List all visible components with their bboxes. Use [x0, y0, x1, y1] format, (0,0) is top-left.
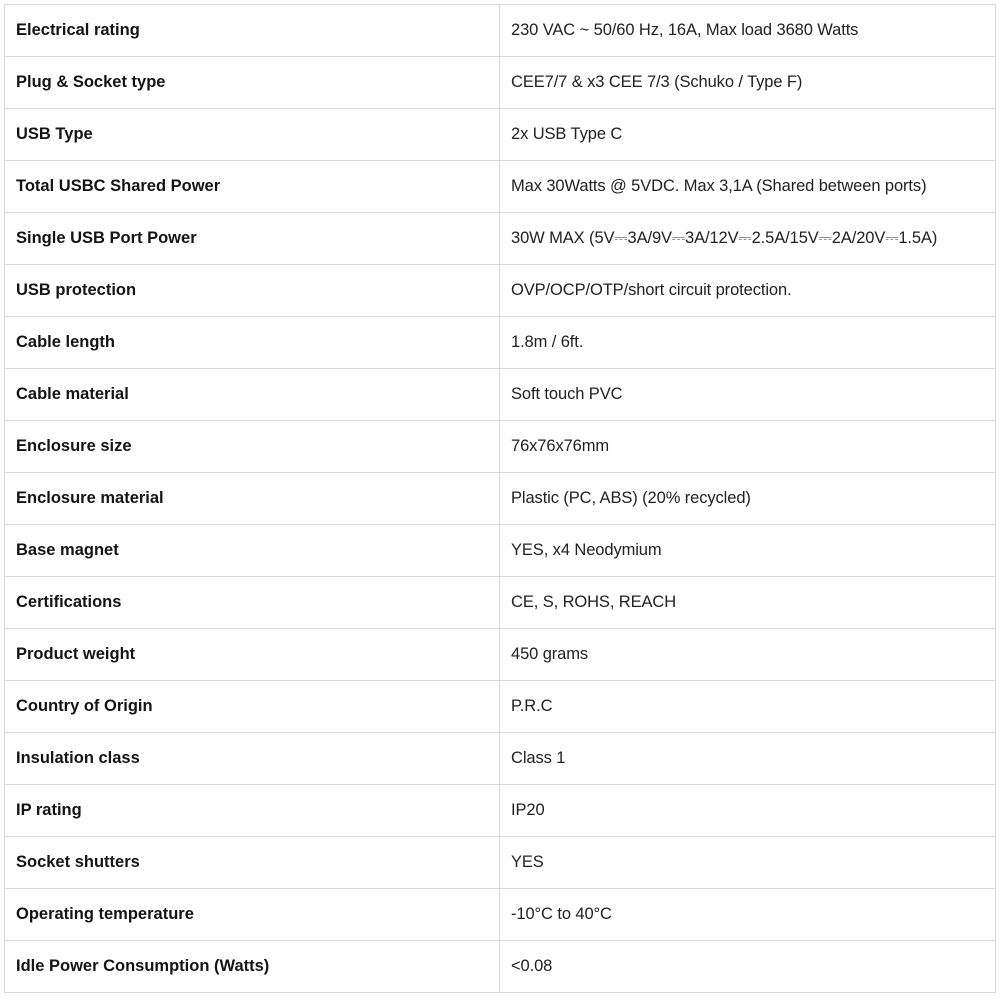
- spec-label: Electrical rating: [5, 5, 500, 57]
- spec-value: 450 grams: [500, 629, 996, 681]
- spec-label: Enclosure material: [5, 473, 500, 525]
- table-row: [5, 577, 996, 629]
- spec-value: IP20: [500, 785, 996, 837]
- spec-value: Max 30Watts @ 5VDC. Max 3,1A (Shared between ports): [500, 161, 996, 213]
- spec-label: Plug & Socket type: [5, 57, 500, 109]
- spec-value: Soft touch PVC: [500, 369, 996, 421]
- table-row: [5, 941, 996, 993]
- spec-value: <0.08: [500, 941, 996, 993]
- spec-label: Country of Origin: [5, 681, 500, 733]
- spec-value: OVP/OCP/OTP/short circuit protection.: [500, 265, 996, 317]
- spec-value: Plastic (PC, ABS) (20% recycled): [500, 473, 996, 525]
- spec-value: YES: [500, 837, 996, 889]
- table-row: [5, 213, 996, 265]
- spec-label: Operating temperature: [5, 889, 500, 941]
- spec-label: Socket shutters: [5, 837, 500, 889]
- table-row: [5, 473, 996, 525]
- table-row: [5, 57, 996, 109]
- spec-value: YES, x4 Neodymium: [500, 525, 996, 577]
- table-row: [5, 109, 996, 161]
- spec-value: Class 1: [500, 733, 996, 785]
- spec-value: 30W MAX (5V⎓3A/9V⎓3A/12V⎓2.5A/15V⎓2A/20V⎓1.5A): [500, 213, 996, 265]
- table-row: [5, 837, 996, 889]
- spec-label: Total USBC Shared Power: [5, 161, 500, 213]
- spec-label: Idle Power Consumption (Watts): [5, 941, 500, 993]
- spec-label: Single USB Port Power: [5, 213, 500, 265]
- table-row: [5, 5, 996, 57]
- table-row: [5, 265, 996, 317]
- spec-label: USB protection: [5, 265, 500, 317]
- spec-value: -10°C to 40°C: [500, 889, 996, 941]
- spec-label: Product weight: [5, 629, 500, 681]
- spec-label: IP rating: [5, 785, 500, 837]
- table-row: [5, 421, 996, 473]
- spec-value: 230 VAC ~ 50/60 Hz, 16A, Max load 3680 Watts: [500, 5, 996, 57]
- spec-label: Cable material: [5, 369, 500, 421]
- spec-value: 2x USB Type C: [500, 109, 996, 161]
- spec-label: Enclosure size: [5, 421, 500, 473]
- spec-label: Insulation class: [5, 733, 500, 785]
- spec-value: CEE7/7 & x3 CEE 7/3 (Schuko / Type F): [500, 57, 996, 109]
- spec-value: CE, S, ROHS, REACH: [500, 577, 996, 629]
- spec-label: USB Type: [5, 109, 500, 161]
- table-row: [5, 629, 996, 681]
- table-row: [5, 369, 996, 421]
- spec-table: [4, 4, 996, 993]
- spec-value: 1.8m / 6ft.: [500, 317, 996, 369]
- spec-value: 76x76x76mm: [500, 421, 996, 473]
- table-row: [5, 681, 996, 733]
- table-row: [5, 733, 996, 785]
- spec-label: Base magnet: [5, 525, 500, 577]
- spec-value: P.R.C: [500, 681, 996, 733]
- table-row: [5, 525, 996, 577]
- table-row: [5, 317, 996, 369]
- table-row: [5, 161, 996, 213]
- table-row: [5, 785, 996, 837]
- spec-table-body: [5, 5, 996, 993]
- table-row: [5, 889, 996, 941]
- spec-label: Certifications: [5, 577, 500, 629]
- spec-label: Cable length: [5, 317, 500, 369]
